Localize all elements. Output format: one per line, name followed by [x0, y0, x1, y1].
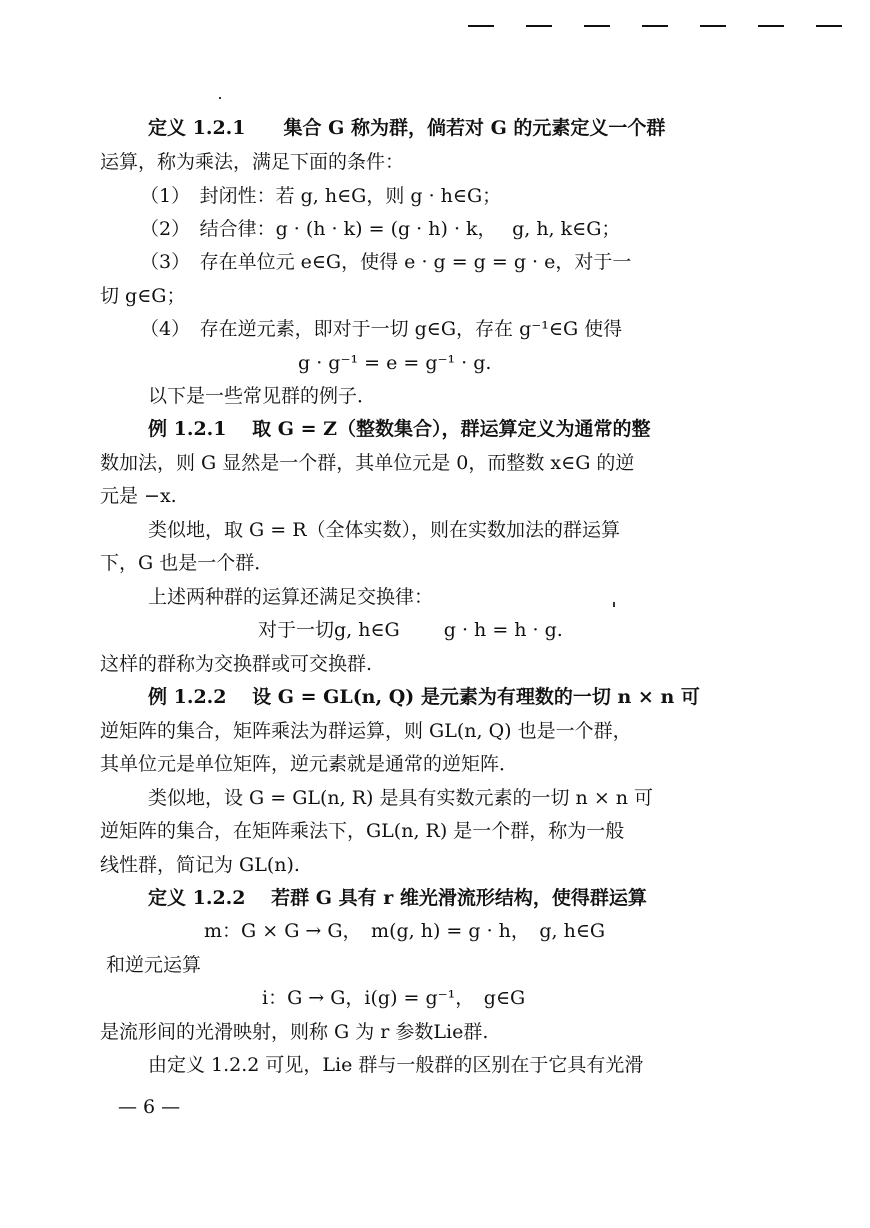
example-1-2-2-line-3: 其单位元是单位矩阵，逆元素就是通常的逆矩阵．	[100, 753, 519, 775]
example-1-2-2-line-1: 例 1.2.2 设 G = GL(n, Q) 是元素为有理数的一切 n × n 可	[148, 686, 700, 708]
scan-speck	[219, 97, 221, 99]
condition-identity-line-2: 切 g∈G；	[100, 285, 186, 307]
commutative-intro: 上述两种群的运算还满足交换律：	[148, 586, 434, 608]
inverse-operation-label: 和逆元运算	[106, 954, 202, 976]
scan-speck	[613, 602, 615, 607]
abelian-definition: 这样的群称为交换群或可交换群.	[100, 653, 373, 675]
condition-inverse-line-1: （4） 存在逆元素，即对于一切 g∈G，存在 g⁻¹∈G 使得	[140, 318, 623, 340]
example-1-2-1-line-2: 数加法，则 G 显然是一个群，其单位元是 0，而整数 x∈G 的逆	[100, 452, 635, 474]
real-numbers-line-1: 类似地，取 G = R（全体实数），则在实数加法的群运算	[148, 519, 621, 541]
page-number: — 6 —	[118, 1096, 181, 1118]
real-numbers-line-2: 下，G 也是一个群．	[100, 552, 274, 574]
example-1-2-1-line-1: 例 1.2.1 取 G = Z（整数集合），群运算定义为通常的整	[148, 418, 651, 440]
general-linear-line-1: 类似地，设 G = GL(n, R) 是具有实数元素的一切 n × n 可	[148, 787, 654, 809]
definition-1-2-1-line-2: 运算，称为乘法，满足下面的条件：	[100, 151, 405, 173]
condition-closure: （1） 封闭性：若 g, h∈G，则 g · h∈G；	[140, 185, 502, 207]
condition-associativity: （2） 结合律：g · (h · k) = (g · h) · k， g, h, k∈G；	[140, 218, 621, 240]
general-linear-line-2: 逆矩阵的集合，在矩阵乘法下，GL(n, R) 是一个群，称为一般	[100, 820, 625, 842]
definition-1-2-1-line-1: 定义 1.2.1 集合 G 称为群，倘若对 G 的元素定义一个群	[148, 117, 666, 139]
lie-group-remark: 由定义 1.2.2 可见，Lie 群与一般群的区别在于它具有光滑	[148, 1054, 644, 1076]
example-1-2-2-line-2: 逆矩阵的集合，矩阵乘法为群运算，则 GL(n, Q) 也是一个群，	[100, 720, 632, 742]
lie-group-definition: 是流形间的光滑映射，则称 G 为 r 参数Lie群.	[100, 1021, 489, 1043]
header-dashed-rule	[468, 25, 848, 29]
definition-1-2-2-line-1: 定义 1.2.2 若群 G 具有 r 维光滑流形结构，使得群运算	[148, 887, 647, 909]
multiplication-map: m：G × G → G， m(g, h) = g · h， g, h∈G	[204, 920, 606, 942]
inverse-equation: g · g⁻¹ = e = g⁻¹ · g.	[298, 352, 492, 374]
examples-intro: 以下是一些常见群的例子．	[148, 385, 377, 407]
inverse-map: i：G → G，i(g) = g⁻¹， g∈G	[262, 987, 526, 1009]
general-linear-line-3: 线性群，简记为 GL(n).	[100, 854, 300, 876]
example-1-2-1-line-3: 元是 −x.	[100, 485, 177, 507]
condition-identity-line-1: （3） 存在单位元 e∈G，使得 e · g = g = g · e，对于一	[140, 251, 632, 273]
commutative-law: 对于一切g, h∈G g · h = h · g.	[258, 619, 563, 641]
